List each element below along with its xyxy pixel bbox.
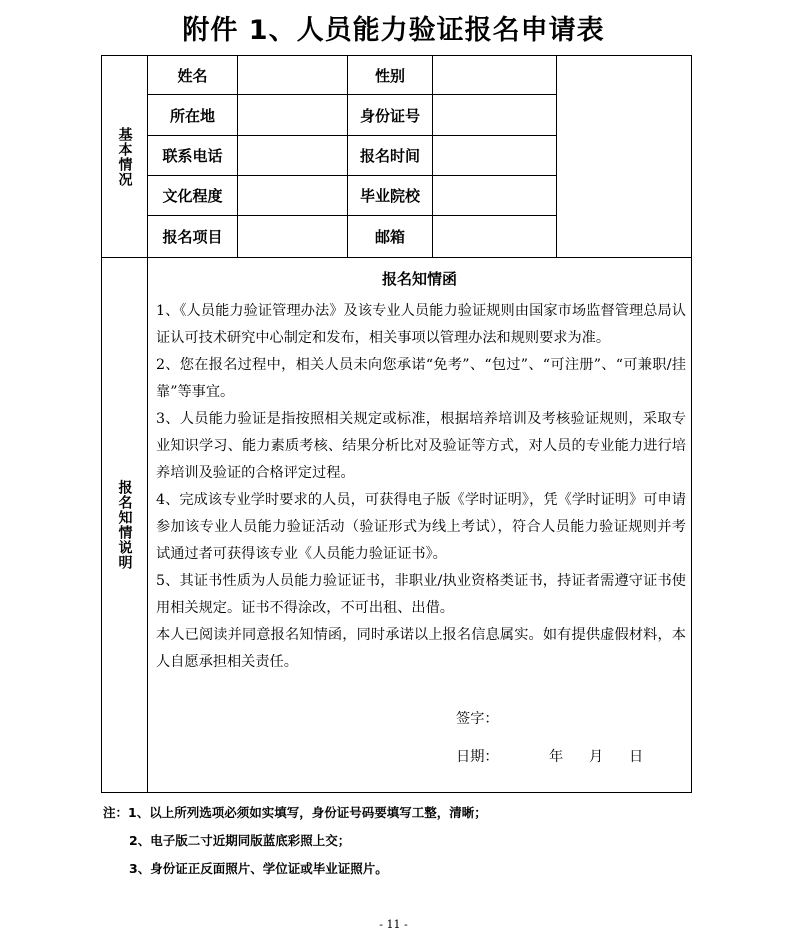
notice-paragraph: 1、《人员能力验证管理办法》及该专业人员能力验证规则由国家市场监督管理总局认证认可技术研究中心制定和发布，相关事项以管理办法和规则要求为准。: [156, 303, 686, 346]
note-item: 3、身份证正反面照片、学位证或毕业证照片。: [129, 861, 388, 876]
graduated-school-label: 毕业院校: [359, 187, 420, 205]
signup-time-label: 报名时间: [359, 147, 420, 165]
notice-paragraph: 3、人员能力验证是指按照相关规定或标准，根据培养培训及考核验证规则，采取专业知识学习、能力素质考核、结果分析比对及验证等方式，对人员的专业能力进行培养培训及验证的合格评定过程。: [156, 411, 686, 481]
document-title: 附件 1、人员能力验证报名申请表: [182, 15, 605, 46]
graduated-school-field[interactable]: [433, 176, 556, 215]
year-label: 年: [549, 749, 564, 765]
education-field[interactable]: [238, 176, 347, 215]
notice-section-label: 报名知情说明: [116, 480, 133, 570]
page-number: - 11 -: [379, 918, 408, 931]
notice-body: [156, 298, 686, 676]
month-label: 月: [589, 749, 604, 765]
photo-area[interactable]: [557, 56, 691, 257]
basic-info-section-label: 基本情况: [116, 126, 133, 187]
education-label: 文化程度: [162, 187, 223, 205]
note-item: 2、电子版二寸近期同版蓝底彩照上交；: [129, 833, 351, 848]
signup-project-field[interactable]: [238, 216, 347, 257]
name-label: 姓名: [177, 66, 208, 85]
location-label: 所在地: [169, 106, 215, 125]
phone-field[interactable]: [238, 136, 347, 175]
day-label: 日: [629, 749, 644, 765]
notice-paragraph: 4、完成该专业学时要求的人员，可获得电子版《学时证明》，凭《学时证明》可申请参加该专业人员能力验证活动（验证形式为线上考试），符合人员能力验证规则并考试通过者可获得该专业《人员能力验证证书》。: [156, 492, 686, 562]
signature-label: 签字：: [456, 711, 499, 727]
signup-project-label: 报名项目: [162, 228, 223, 246]
id-number-label: 身份证号: [359, 106, 420, 125]
gender-label: 性别: [374, 66, 405, 85]
id-number-field[interactable]: [433, 95, 556, 135]
email-label: 邮箱: [374, 228, 405, 246]
gender-field[interactable]: [433, 56, 556, 94]
signature-field[interactable]: [510, 708, 680, 728]
notice-title: 报名知情函: [381, 270, 457, 288]
notice-paragraph: 5、其证书性质为人员能力验证证书，非职业/执业资格类证书，持证者需遵守证书使用相关规定。证书不得涂改，不可出租、出借。: [156, 573, 686, 616]
notice-paragraph: 本人已阅读并同意报名知情函，同时承诺以上报名信息属实。如有提供虚假材料，本人自愿承担相关责任。: [156, 627, 686, 670]
signup-time-field[interactable]: [433, 136, 556, 175]
date-label: 日期：: [456, 749, 499, 765]
email-field[interactable]: [433, 216, 556, 257]
notice-paragraph: 2、您在报名过程中，相关人员未向您承诺“免考”、“包过”、“可注册”、“可兼职/挂靠”等事宜。: [156, 357, 686, 400]
notes: [103, 799, 703, 883]
phone-label: 联系电话: [162, 147, 223, 165]
note-item: 注：1、以上所列选项必须如实填写，身份证号码要填写工整，清晰；: [103, 805, 487, 820]
name-field[interactable]: [238, 56, 347, 94]
location-field[interactable]: [238, 95, 347, 135]
